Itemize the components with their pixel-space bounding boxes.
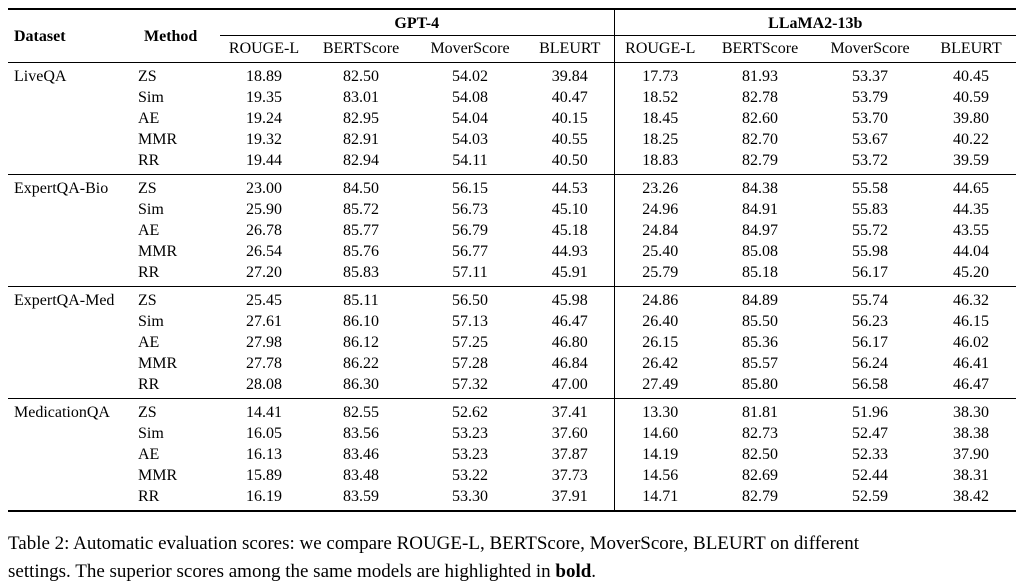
score-cell: 82.50 xyxy=(343,68,379,85)
method-cell: AE xyxy=(138,446,160,463)
table-row xyxy=(8,220,1016,241)
score-cell: 57.11 xyxy=(452,264,488,281)
score-cell: 45.10 xyxy=(551,201,588,218)
table-section xyxy=(8,287,1016,399)
table-row xyxy=(8,87,1016,108)
score-cell: 28.08 xyxy=(246,376,282,393)
score-cell: 84.89 xyxy=(742,292,778,309)
score-cell: 18.89 xyxy=(246,68,282,85)
caption-line-2: settings. The superior scores among the same models are highlighted in bold. xyxy=(8,561,597,582)
score-cell: 53.23 xyxy=(452,446,488,463)
score-cell: 14.60 xyxy=(614,423,706,444)
score-cell: 85.18 xyxy=(742,264,778,281)
method-cell: MMR xyxy=(138,243,178,260)
method-cell: ZS xyxy=(138,68,157,85)
table-row xyxy=(8,150,1016,175)
score-cell: 54.08 xyxy=(452,89,488,106)
score-cell: 37.60 xyxy=(551,425,588,442)
method-cell: Sim xyxy=(138,89,164,106)
score-cell: 56.24 xyxy=(852,355,888,372)
score-cell: 82.50 xyxy=(742,446,778,463)
method-cell: MMR xyxy=(138,355,178,372)
score-cell: 27.98 xyxy=(246,334,282,351)
score-cell: 19.32 xyxy=(246,131,282,148)
caption-bold-word: bold xyxy=(555,561,592,582)
score-cell: 45.18 xyxy=(551,222,588,239)
score-cell: 24.84 xyxy=(614,220,706,241)
table-row xyxy=(8,444,1016,465)
score-cell: 18.83 xyxy=(614,150,706,175)
score-cell: 55.58 xyxy=(852,180,888,197)
score-cell: 52.44 xyxy=(852,467,888,484)
score-cell: 26.15 xyxy=(614,332,706,353)
score-cell: 44.65 xyxy=(953,180,990,197)
score-cell: 44.35 xyxy=(953,201,990,218)
score-cell: 86.22 xyxy=(343,355,379,372)
score-cell: 85.76 xyxy=(343,243,379,260)
score-cell: 26.40 xyxy=(614,311,706,332)
score-cell: 83.01 xyxy=(343,89,379,106)
score-cell: 56.17 xyxy=(852,264,888,281)
score-cell: 82.95 xyxy=(343,110,379,127)
table-caption xyxy=(8,530,1016,586)
score-cell: 83.59 xyxy=(343,488,379,505)
score-cell: 46.84 xyxy=(551,355,588,372)
method-cell: AE xyxy=(138,222,160,239)
score-cell: 46.32 xyxy=(953,292,990,309)
score-cell: 24.96 xyxy=(614,199,706,220)
score-cell: 85.77 xyxy=(343,222,379,239)
score-cell: 16.13 xyxy=(246,446,282,463)
table-row xyxy=(8,311,1016,332)
caption-line-1: Table 2: Automatic evaluation scores: we compare ROUGE-L, BERTScore, MoverScore, BLEURT on different xyxy=(8,533,859,554)
score-cell: 18.25 xyxy=(614,129,706,150)
table-row xyxy=(8,63,1016,88)
score-cell: 18.52 xyxy=(614,87,706,108)
scores-table xyxy=(8,8,1016,512)
score-cell: 26.42 xyxy=(614,353,706,374)
score-cell: 56.15 xyxy=(452,180,488,197)
score-cell: 25.40 xyxy=(614,241,706,262)
score-cell: 40.50 xyxy=(551,152,588,169)
score-cell: 38.38 xyxy=(953,425,990,442)
dataset-column-header: Dataset xyxy=(14,27,66,45)
table-row xyxy=(8,465,1016,486)
score-cell: 82.69 xyxy=(742,467,778,484)
score-cell: 39.59 xyxy=(953,152,990,169)
score-cell: 56.58 xyxy=(852,376,888,393)
score-cell: 82.60 xyxy=(742,110,778,127)
score-cell: 15.89 xyxy=(246,467,282,484)
score-cell: 46.47 xyxy=(953,376,990,393)
dataset-cell: ExpertQA-Bio xyxy=(14,180,109,197)
score-cell: 46.02 xyxy=(953,334,990,351)
score-cell: 57.32 xyxy=(452,376,488,393)
method-cell: ZS xyxy=(138,292,157,309)
table-row xyxy=(8,353,1016,374)
score-cell: 55.83 xyxy=(852,201,888,218)
method-cell: MMR xyxy=(138,467,178,484)
score-cell: 25.90 xyxy=(246,201,282,218)
metric-header: BERTScore xyxy=(322,40,400,57)
table-row xyxy=(8,262,1016,287)
score-cell: 82.79 xyxy=(742,488,778,505)
method-cell: RR xyxy=(138,152,160,169)
score-cell: 85.80 xyxy=(742,376,778,393)
table-header xyxy=(8,9,1016,63)
score-cell: 81.93 xyxy=(742,68,778,85)
score-cell: 19.24 xyxy=(246,110,282,127)
score-cell: 46.41 xyxy=(953,355,990,372)
table-row xyxy=(8,374,1016,399)
model-group-header-llama2-13b: LLaMA2-13b xyxy=(614,9,1016,36)
score-cell: 16.19 xyxy=(246,488,282,505)
metric-header: BERTScore xyxy=(721,40,799,57)
model-header-row xyxy=(8,9,1016,36)
score-cell: 84.97 xyxy=(742,222,778,239)
dataset-cell: MedicationQA xyxy=(14,404,110,421)
score-cell: 53.22 xyxy=(452,467,488,484)
method-cell: RR xyxy=(138,488,160,505)
score-cell: 37.91 xyxy=(551,488,588,505)
paper-page xyxy=(0,8,1024,586)
score-cell: 53.67 xyxy=(852,131,888,148)
score-cell: 40.55 xyxy=(551,131,588,148)
metric-header: BLEURT xyxy=(539,40,601,57)
score-cell: 84.38 xyxy=(742,180,778,197)
score-cell: 38.42 xyxy=(953,488,990,505)
score-cell: 27.20 xyxy=(246,264,282,281)
score-cell: 84.50 xyxy=(343,180,379,197)
score-cell: 81.81 xyxy=(742,404,778,421)
score-cell: 82.78 xyxy=(742,89,778,106)
score-cell: 56.23 xyxy=(852,313,888,330)
score-cell: 86.10 xyxy=(343,313,379,330)
table-row xyxy=(8,199,1016,220)
score-cell: 13.30 xyxy=(614,399,706,424)
table-section xyxy=(8,175,1016,287)
score-cell: 57.25 xyxy=(452,334,488,351)
method-cell: RR xyxy=(138,264,160,281)
score-cell: 52.62 xyxy=(452,404,488,421)
score-cell: 26.54 xyxy=(246,243,282,260)
score-cell: 53.37 xyxy=(852,68,888,85)
score-cell: 83.46 xyxy=(343,446,379,463)
score-cell: 52.47 xyxy=(852,425,888,442)
score-cell: 85.57 xyxy=(742,355,778,372)
score-cell: 85.36 xyxy=(742,334,778,351)
score-cell: 53.79 xyxy=(852,89,888,106)
score-cell: 14.41 xyxy=(246,404,282,421)
score-cell: 23.00 xyxy=(246,180,282,197)
metric-header: BLEURT xyxy=(940,40,1002,57)
table-row xyxy=(8,129,1016,150)
dataset-cell: LiveQA xyxy=(14,68,67,85)
score-cell: 51.96 xyxy=(852,404,888,421)
score-cell: 53.70 xyxy=(852,110,888,127)
score-cell: 86.12 xyxy=(343,334,379,351)
score-cell: 14.71 xyxy=(614,486,706,511)
score-cell: 85.08 xyxy=(742,243,778,260)
score-cell: 55.98 xyxy=(852,243,888,260)
metric-header: MoverScore xyxy=(830,40,910,57)
table-row xyxy=(8,399,1016,424)
score-cell: 38.30 xyxy=(953,404,990,421)
score-cell: 46.80 xyxy=(551,334,588,351)
method-cell: ZS xyxy=(138,180,157,197)
score-cell: 56.79 xyxy=(452,222,488,239)
method-cell: Sim xyxy=(138,201,164,218)
table-row xyxy=(8,332,1016,353)
score-cell: 25.45 xyxy=(246,292,282,309)
score-cell: 44.53 xyxy=(551,180,588,197)
score-cell: 39.84 xyxy=(551,68,588,85)
score-cell: 56.77 xyxy=(452,243,488,260)
score-cell: 40.22 xyxy=(953,131,990,148)
method-cell: Sim xyxy=(138,425,164,442)
score-cell: 82.79 xyxy=(742,152,778,169)
table-row xyxy=(8,108,1016,129)
score-cell: 24.86 xyxy=(614,287,706,312)
table-row xyxy=(8,241,1016,262)
score-cell: 26.78 xyxy=(246,222,282,239)
method-cell: RR xyxy=(138,376,160,393)
score-cell: 37.90 xyxy=(953,446,990,463)
metric-header: ROUGE-L xyxy=(614,36,706,63)
score-cell: 53.72 xyxy=(852,152,888,169)
score-cell: 40.45 xyxy=(953,68,990,85)
score-cell: 37.41 xyxy=(551,404,588,421)
score-cell: 85.72 xyxy=(343,201,379,218)
score-cell: 43.55 xyxy=(953,222,990,239)
table-section xyxy=(8,63,1016,175)
score-cell: 47.00 xyxy=(551,376,588,393)
score-cell: 56.50 xyxy=(452,292,488,309)
score-cell: 17.73 xyxy=(614,63,706,88)
score-cell: 83.56 xyxy=(343,425,379,442)
score-cell: 27.78 xyxy=(246,355,282,372)
table-row xyxy=(8,175,1016,200)
score-cell: 14.56 xyxy=(614,465,706,486)
table-row xyxy=(8,423,1016,444)
score-cell: 38.31 xyxy=(953,467,990,484)
score-cell: 85.50 xyxy=(742,313,778,330)
score-cell: 45.20 xyxy=(953,264,990,281)
score-cell: 14.19 xyxy=(614,444,706,465)
method-column-header: Method xyxy=(144,27,198,45)
table-section xyxy=(8,399,1016,512)
model-group-header-gpt4: GPT-4 xyxy=(220,9,614,36)
score-cell: 45.98 xyxy=(551,292,588,309)
score-cell: 55.72 xyxy=(852,222,888,239)
score-cell: 25.79 xyxy=(614,262,706,287)
score-cell: 82.55 xyxy=(343,404,379,421)
metric-header: ROUGE-L xyxy=(228,40,300,57)
method-cell: AE xyxy=(138,334,160,351)
score-cell: 27.61 xyxy=(246,313,282,330)
dataset-cell: ExpertQA-Med xyxy=(14,292,115,309)
score-cell: 19.35 xyxy=(246,89,282,106)
score-cell: 44.93 xyxy=(551,243,588,260)
score-cell: 56.73 xyxy=(452,201,488,218)
table-row xyxy=(8,287,1016,312)
method-cell: ZS xyxy=(138,404,157,421)
score-cell: 54.11 xyxy=(452,152,488,169)
score-cell: 53.23 xyxy=(452,425,488,442)
score-cell: 19.44 xyxy=(246,152,282,169)
score-cell: 53.30 xyxy=(452,488,488,505)
score-cell: 52.59 xyxy=(852,488,888,505)
score-cell: 23.26 xyxy=(614,175,706,200)
score-cell: 45.91 xyxy=(551,264,588,281)
method-cell: AE xyxy=(138,110,160,127)
score-cell: 37.87 xyxy=(551,446,588,463)
score-cell: 44.04 xyxy=(953,243,990,260)
score-cell: 40.47 xyxy=(551,89,588,106)
score-cell: 18.45 xyxy=(614,108,706,129)
score-cell: 39.80 xyxy=(953,110,990,127)
score-cell: 82.94 xyxy=(343,152,379,169)
score-cell: 54.03 xyxy=(452,131,488,148)
score-cell: 82.70 xyxy=(742,131,778,148)
score-cell: 52.33 xyxy=(852,446,888,463)
score-cell: 40.15 xyxy=(551,110,588,127)
method-cell: Sim xyxy=(138,313,164,330)
score-cell: 84.91 xyxy=(742,201,778,218)
score-cell: 54.04 xyxy=(452,110,488,127)
score-cell: 16.05 xyxy=(246,425,282,442)
metric-header: MoverScore xyxy=(430,40,510,57)
score-cell: 55.74 xyxy=(852,292,888,309)
score-cell: 46.47 xyxy=(551,313,588,330)
score-cell: 46.15 xyxy=(953,313,990,330)
method-cell: MMR xyxy=(138,131,178,148)
score-cell: 27.49 xyxy=(614,374,706,399)
score-cell: 57.13 xyxy=(452,313,488,330)
score-cell: 85.83 xyxy=(343,264,379,281)
score-cell: 83.48 xyxy=(343,467,379,484)
score-cell: 57.28 xyxy=(452,355,488,372)
score-cell: 82.73 xyxy=(742,425,778,442)
table-row xyxy=(8,486,1016,511)
score-cell: 37.73 xyxy=(551,467,588,484)
score-cell: 82.91 xyxy=(343,131,379,148)
score-cell: 86.30 xyxy=(343,376,379,393)
score-cell: 54.02 xyxy=(452,68,488,85)
score-cell: 85.11 xyxy=(343,292,379,309)
score-cell: 56.17 xyxy=(852,334,888,351)
score-cell: 40.59 xyxy=(953,89,990,106)
